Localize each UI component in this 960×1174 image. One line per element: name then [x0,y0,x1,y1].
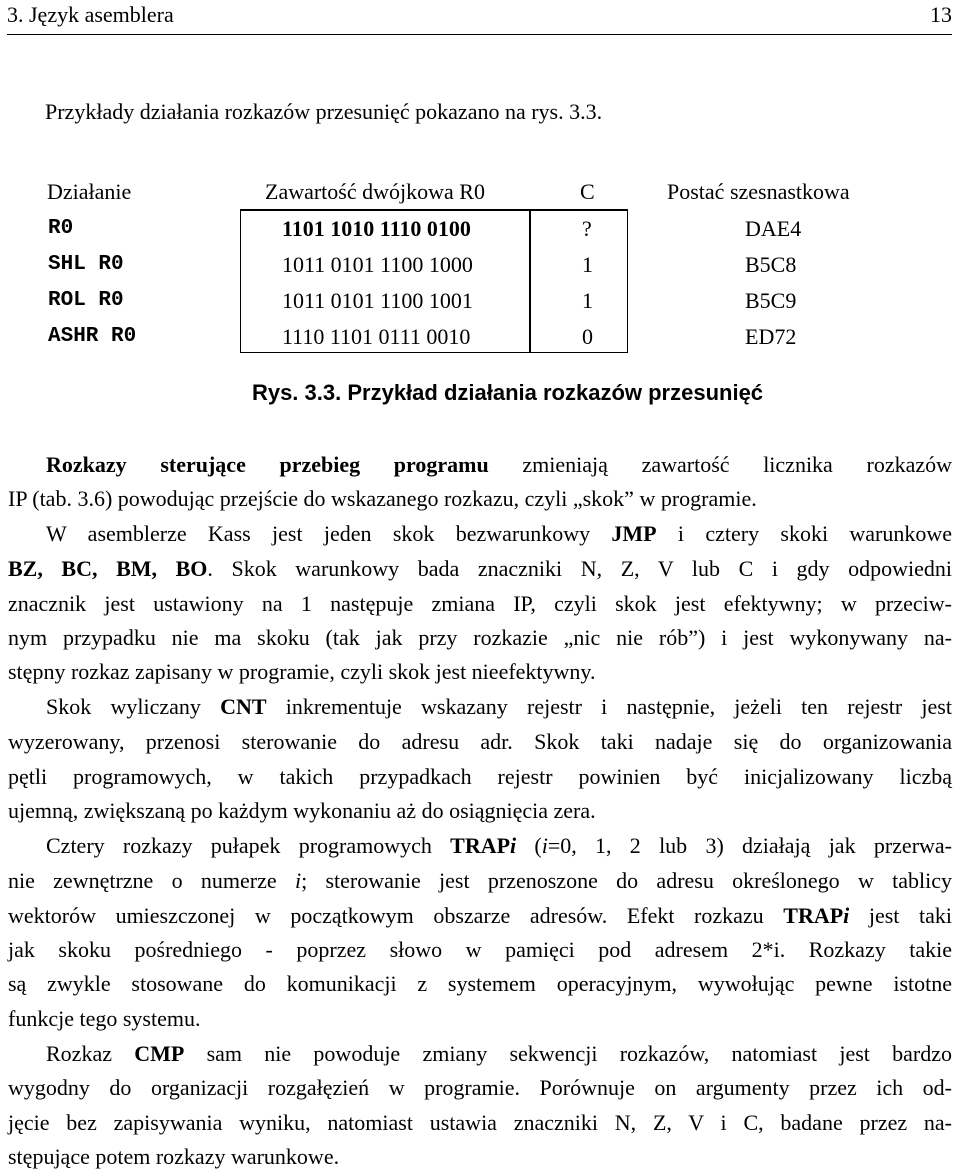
row-carry: 1 [582,288,593,313]
paragraph-line [8,556,952,582]
figure-caption-text: Rys. 3.3. Przykład działania rozkazów przesunięć [251,380,764,405]
text-run: Skok wyliczany [46,694,221,719]
row-operation: ROL R0 [48,289,124,312]
row-carry: 1 [582,252,593,277]
row-operation: SHL R0 [48,253,124,276]
header-hex: Postać szesnastkowa [667,179,850,204]
row-operation: ASHR R0 [48,325,137,348]
italic-term: i [541,833,548,858]
chapter-title: 3. Język asemblera [7,2,174,27]
paragraph-line [8,903,952,929]
row-binary: 1110 1101 0111 0010 [282,324,471,349]
text-run: Rozkaz [46,1041,135,1066]
text-run: inkrementuje wskazany rejestr i następnie, jeżeli ten rejestr jest [266,694,952,719]
text-run: ; sterowanie jest przenoszone do adresu określonego w tablicy [301,868,952,893]
bold-term: CNT [220,694,267,719]
bold-term: Rozkazy sterujące przebieg programu [46,452,489,477]
paragraph-line: ujemną, zwiększaną po każdym wykonaniu aż do osiągnięcia zera. [8,798,596,823]
bold-italic-term: i [843,903,850,928]
bold-italic-term: i [510,833,517,858]
table-row [0,283,960,319]
row-hex: B5C8 [745,252,797,277]
text-run: Cztery rozkazy pułapek programowych [46,833,451,858]
figure-caption [0,380,960,406]
header-binary: Zawartość dwójkowa R0 [265,179,485,204]
row-hex: DAE4 [745,216,802,241]
text-run: jest taki [849,903,952,928]
bold-term: TRAP [450,833,511,858]
paragraph-line: wygodny do organizacji rozgałęzień w programie. Porównuje on argumenty przez ich od- [8,1075,952,1100]
paragraph-line [46,1041,952,1067]
paragraph-line [46,694,952,720]
text-run: zmieniają zawartość licznika rozkazów [488,452,952,477]
paragraph-line [8,868,952,894]
text-run: W asemblerze Kass jest jeden skok bezwarunkowy [46,521,612,546]
row-carry: ? [582,216,592,241]
paragraph-line: nym przypadku nie ma skoku (tak jak przy rozkazie „nic nie rób”) i jest wykonywany na- [8,625,952,650]
page-number: 13 [930,2,952,27]
row-hex: B5C9 [745,288,797,313]
paragraph-line [46,452,952,478]
paragraph-line: pętli programowych, w takich przypadkach rejestr powinien być inicjalizowany liczbą [8,764,952,789]
paragraph-line: funkcje tego systemu. [8,1006,201,1031]
row-carry: 0 [582,324,593,349]
paragraph-line [46,521,952,547]
table-row [0,319,960,355]
header-carry: C [580,179,595,204]
italic-term: i [294,868,302,893]
row-binary: 1101 1010 1110 0100 [282,216,471,241]
text-run: nie zewnętrzne o numerze [8,868,295,893]
table-row [0,211,960,247]
bold-term: CMP [134,1041,185,1066]
paragraph-line [46,833,952,859]
paragraph-line: IP (tab. 3.6) powodując przejście do wskazanego rozkazu, czyli „skok” w programie. [8,486,757,511]
paragraph-line: są zwykle stosowane do komunikacji z systemem operacyjnym, wywołując pewne istotne [8,971,952,996]
text-run: =0, 1, 2 lub 3) działają jak przerwa- [547,833,952,858]
bold-term: JMP [611,521,657,546]
text-run: ( [516,833,542,858]
paragraph-line: wyzerowany, przenosi sterowanie do adresu adr. Skok taki nadaje się do organizowania [8,729,952,754]
text-run: . Skok warunkowy bada znaczniki N, Z, V lub C i gdy odpowiedni [207,556,952,581]
paragraph-line: znacznik jest ustawiony na 1 następuje zmiana IP, czyli skok jest efektywny; w przeciw- [8,591,952,616]
header-operation: Działanie [47,179,132,204]
shift-example-table [0,0,960,360]
text-run: wektorów umieszczonej w początkowym obszarze adresów. Efekt rozkazu [8,903,784,928]
table-row [0,247,960,283]
intro-sentence: Przykłady działania rozkazów przesunięć pokazano na rys. 3.3. [45,99,603,124]
paragraph-line: stępujące potem rozkazy warunkowe. [8,1144,340,1169]
paragraph-line: stępny rozkaz zapisany w programie, czyli skok jest nieefektywny. [8,659,596,684]
paragraph-line: jak skoku pośredniego - poprzez słowo w pamięci pod adresem 2*i. Rozkazy takie [8,937,952,962]
row-operation: R0 [48,217,74,240]
row-binary: 1011 0101 1100 1000 [282,252,473,277]
paragraph-line: jęcie bez zapisywania wyniku, natomiast ustawia znaczniki N, Z, V i C, badane przez na- [8,1110,952,1135]
text-run: i cztery skoki warunkowe [656,521,952,546]
row-binary: 1011 0101 1100 1001 [282,288,473,313]
bold-term: TRAP [783,903,844,928]
text-run: sam nie powoduje zmiany sekwencji rozkazów, natomiast jest bardzo [184,1041,953,1066]
row-hex: ED72 [745,324,797,349]
bold-term: BZ, BC, BM, BO [8,556,208,581]
